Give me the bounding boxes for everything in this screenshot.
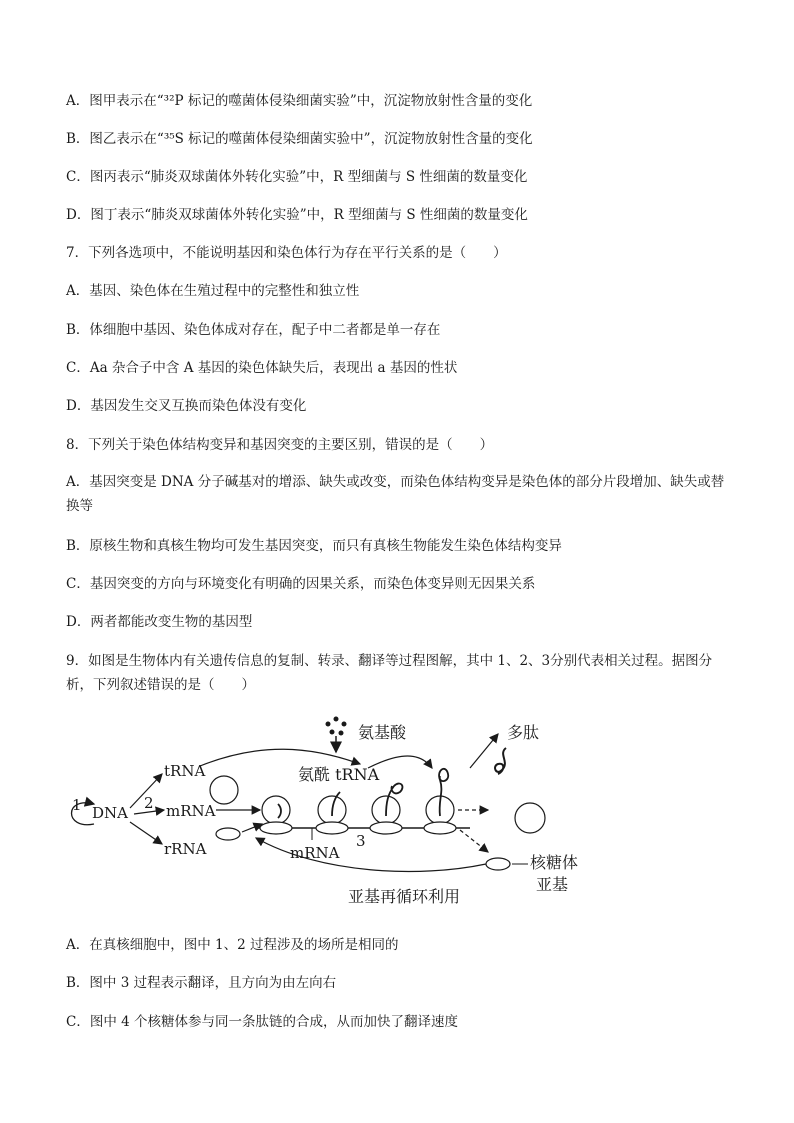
option-9c: C．图中 4 个核糖体参与同一条肽链的合成，从而加快了翻译速度	[66, 1014, 459, 1030]
ribosome-3	[370, 784, 402, 834]
option-7a: A．基因、染色体在生殖过程中的完整性和独立性	[66, 283, 360, 299]
mrna-bottom-label: mRNA	[290, 844, 340, 862]
question-8: 8．下列关于染色体结构变异和基因突变的主要区别，错误的是（ ）	[66, 437, 494, 453]
option-7c: C．Aa 杂合子中含 A 基因的染色体缺失后，表现出 a 基因的性状	[66, 360, 458, 376]
ribosome-2	[316, 792, 348, 834]
ribosome-4	[424, 769, 456, 834]
option-8c: C．基因突变的方向与环境变化有明确的因果关系，而染色体变异则无因果关系	[66, 576, 536, 592]
dna-label: DNA	[92, 804, 128, 822]
rrna-label: rRNA	[164, 840, 207, 858]
aminoacyl-trna-label: 氨酰 tRNA	[298, 765, 380, 784]
polypeptide-chain-icon	[495, 748, 506, 774]
option-8d: D．两者都能改变生物的基因型	[66, 614, 253, 630]
arrow-to-rrna	[130, 822, 162, 844]
rrna-subunit-icon	[216, 828, 240, 840]
gene-expression-diagram	[60, 712, 620, 912]
small-subunit-icon	[486, 858, 510, 870]
step-3-label: 3	[356, 832, 366, 850]
option-6a: A．图甲表示在“³²P 标记的噬菌体侵染细菌实验”中，沉淀物放射性含量的变化	[66, 93, 533, 109]
free-ribosome-subunit-icon	[210, 776, 238, 804]
large-subunit-icon	[515, 803, 545, 833]
trna-label: tRNA	[164, 762, 206, 780]
step-2-label: 2	[144, 794, 154, 812]
step-1-label: 1	[72, 796, 82, 814]
option-9a: A．在真核细胞中，图中 1、2 过程涉及的场所是相同的	[66, 937, 399, 953]
amino-acid-label: 氨基酸	[358, 723, 407, 742]
question-9: 9．如图是生物体内有关遗传信息的复制、转录、翻译等过程图解，其中 1、2、3分别代表相关过程。据图分析，下列叙述错误的是（ ）	[66, 653, 713, 693]
release-arrow-2	[460, 830, 488, 852]
option-6b: B．图乙表示在“³⁵S 标记的噬菌体侵染细菌实验中”，沉淀物放射性含量的变化	[66, 131, 533, 147]
polypeptide-arrow	[470, 734, 498, 768]
option-7b: B．体细胞中基因、染色体成对存在，配子中二者都是单一存在	[66, 322, 441, 338]
amino-acid-icon	[326, 717, 347, 753]
option-7d: D．基因发生交叉互换而染色体没有变化	[66, 398, 307, 414]
ribosome-1	[260, 796, 292, 834]
option-6d: D．图丁表示“肺炎双球菌体外转化实验”中，R 型细菌与 S 性细菌的数量变化	[66, 207, 528, 223]
ribosome-label: 核糖体	[530, 853, 579, 872]
option-8b: B．原核生物和真核生物均可发生基因突变，而只有真核生物能发生染色体结构变异	[66, 538, 562, 554]
question-7: 7．下列各选项中，不能说明基因和染色体行为存在平行关系的是（ ）	[66, 245, 507, 261]
subunit-label: 亚基	[536, 875, 569, 894]
option-8a: A．基因突变是 DNA 分子碱基对的增添、缺失或改变，而染色体结构变异是染色体的部分片段增加、缺失或替换等	[66, 474, 725, 514]
option-6c: C．图丙表示“肺炎双球菌体外转化实验”中，R 型细菌与 S 性细菌的数量变化	[66, 169, 528, 185]
recycle-label: 亚基再循环利用	[348, 887, 461, 906]
mrna-label: mRNA	[166, 802, 216, 820]
polypeptide-label: 多肽	[507, 723, 540, 742]
option-9b: B．图中 3 过程表示翻译，且方向为由左向右	[66, 975, 337, 991]
